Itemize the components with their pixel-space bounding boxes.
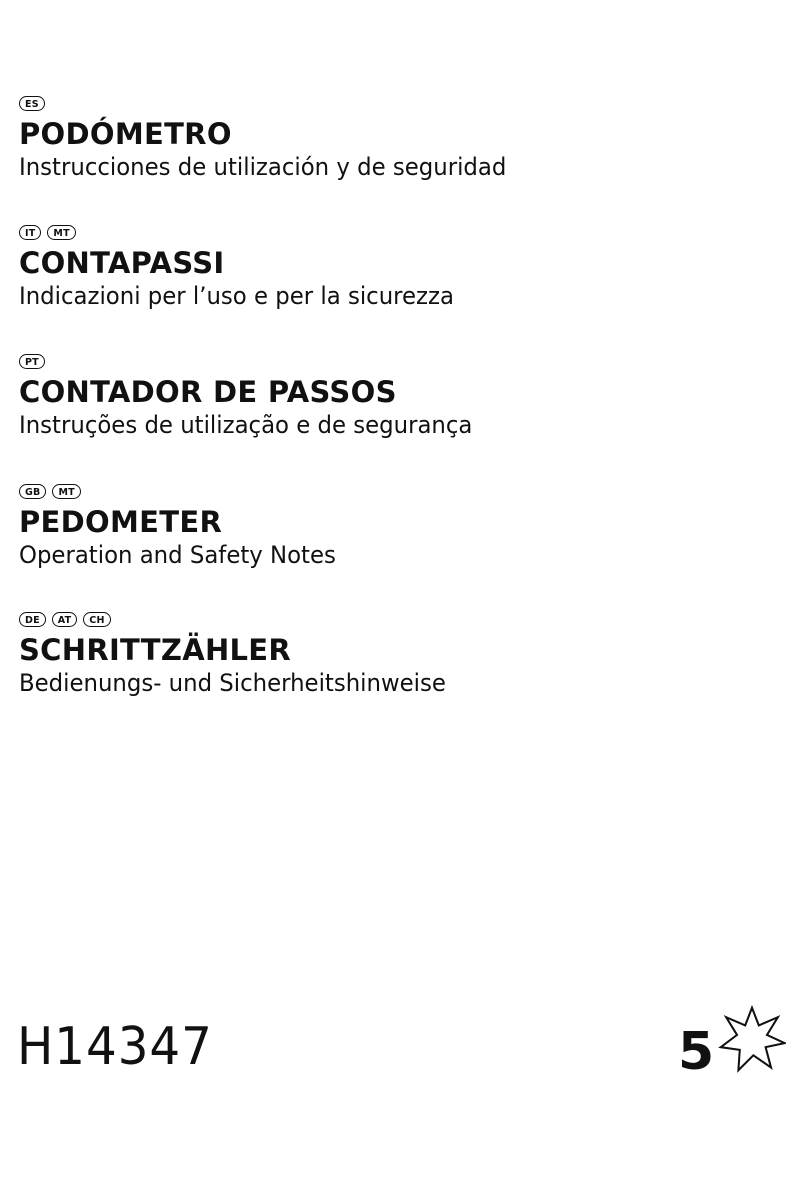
language-badges bbox=[19, 610, 779, 628]
product-title: SCHRITTZÄHLER bbox=[19, 633, 292, 667]
language-badge: ES bbox=[19, 96, 45, 111]
language-section-it bbox=[19, 223, 779, 311]
star-outline-icon bbox=[718, 1005, 786, 1073]
model-number: H14347 bbox=[17, 1017, 213, 1077]
language-badge: IT bbox=[19, 225, 41, 240]
product-title: PEDOMETER bbox=[19, 505, 223, 539]
product-subtitle: Bedienungs- und Sicherheitshinweise bbox=[19, 669, 446, 697]
product-title: PODÓMETRO bbox=[19, 117, 232, 151]
product-subtitle: Instruções de utilização e de segurança bbox=[19, 411, 473, 439]
language-badges bbox=[19, 482, 779, 500]
language-badge: GB bbox=[19, 484, 46, 499]
product-title: CONTAPASSI bbox=[19, 246, 225, 280]
product-subtitle: Operation and Safety Notes bbox=[19, 541, 336, 569]
brand-logo bbox=[678, 1020, 786, 1084]
language-badge: MT bbox=[47, 225, 75, 240]
language-badges bbox=[19, 94, 779, 112]
language-section-pt bbox=[19, 352, 779, 440]
language-badges bbox=[19, 223, 779, 241]
product-subtitle: Indicazioni per l’uso e per la sicurezza bbox=[19, 282, 454, 310]
product-subtitle: Instrucciones de utilización y de seguridad bbox=[19, 153, 507, 181]
language-badge: MT bbox=[52, 484, 80, 499]
product-title: CONTADOR DE PASSOS bbox=[19, 375, 397, 409]
language-section-es bbox=[19, 94, 779, 182]
language-badge: CH bbox=[83, 612, 110, 627]
language-badges bbox=[19, 352, 779, 370]
language-badge: PT bbox=[19, 354, 45, 369]
language-badge: AT bbox=[52, 612, 78, 627]
brand-number: 5 bbox=[678, 1022, 715, 1082]
language-section-de bbox=[19, 610, 779, 698]
language-section-gb bbox=[19, 482, 779, 570]
language-badge: DE bbox=[19, 612, 46, 627]
